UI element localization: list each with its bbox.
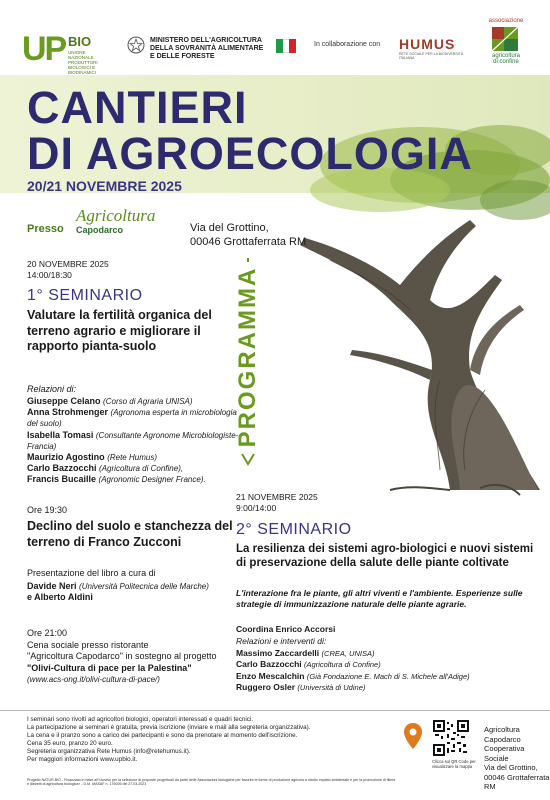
footer-line: Segreteria organizzativa Rete Humus (info@retehumus.it).	[27, 748, 191, 756]
footer-line: Cena 35 euro, pranzo 20 euro.	[27, 740, 113, 748]
adc-mark-icon	[486, 25, 526, 53]
ac-logo-main: Agricoltura	[76, 206, 156, 225]
seminar1-relazioni-label: Relazioni di:	[27, 384, 77, 394]
speaker-item	[236, 671, 536, 682]
speaker-item	[27, 396, 242, 407]
presenter-2: e Alberto Aldini	[27, 592, 93, 602]
address-line-2: 00046 Grottaferrata RM	[190, 236, 307, 248]
ministry-line-2: DELLA SOVRANITÀ ALIMENTARE	[150, 45, 264, 52]
speaker-role: (Agricoltura di Confine)	[304, 660, 381, 670]
footer-line: I seminari sono rivolti ad agricoltori biologici, operatori interessati e quadri tecnici.	[27, 716, 254, 723]
speaker-name: Carlo Bazzocchi	[236, 659, 302, 670]
dinner-url[interactable]: (www.acs-ong.it/olivi-cultura-di-pace/)	[27, 674, 160, 684]
speaker-item	[27, 430, 242, 452]
speaker-name: Anna Strohmenger	[27, 407, 109, 418]
programma-arrow-icon	[240, 452, 256, 471]
collaboration-label: In collaborazione con	[314, 41, 381, 48]
dinner-line-2: "Agricoltura Capodarco" in sostegno al progetto	[27, 651, 217, 662]
speaker-name: Carlo Bazzocchi	[27, 463, 97, 474]
speaker-name: Isabella Tomasi	[27, 429, 94, 440]
seminar1-time: 14:00/18:30	[27, 270, 72, 280]
footer-line: La partecipazione ai seminari è gratuita, previa iscrizione (inviare e mail alla segreteria organizzativa).	[27, 724, 311, 732]
speaker-role: (Consultante Agronome Microbiologiste- Francia)	[27, 430, 239, 451]
time-2100: Ore 21:00	[27, 628, 68, 638]
speaker-role: (Corso di Agraria UNISA)	[103, 397, 193, 406]
presso-label: Presso	[27, 223, 64, 235]
book-talk-title: Declino del suolo e stanchezza del terreno di Franco Zucconi	[27, 519, 233, 549]
logo-bio-subtitle: UNIONE NAZIONALE PRODUTTORI BIOLOGICI E BIODINAMICI	[68, 50, 98, 75]
humus-logo	[399, 36, 473, 60]
speaker-item	[27, 407, 242, 429]
seminar1-title: Valutare la fertilità organica del terreno agrario e migliorare il rapporto pianta-suolo	[27, 308, 212, 353]
footer-line: La cena e il pranzo sono a carico dei partecipanti e sono da prenotare al momento dell'iscrizione.	[27, 732, 298, 740]
main-title-line-2: DI AGROECOLOGIA	[27, 128, 473, 179]
italian-flag-icon	[276, 39, 296, 53]
map-pin-icon[interactable]	[403, 722, 423, 750]
presenter-role: (Università Politecnica delle Marche)	[79, 582, 209, 591]
venue-address	[190, 221, 306, 249]
agricoltura-di-confine-logo	[486, 18, 526, 72]
speaker-name: Maurizio Agostino	[27, 452, 105, 463]
coop-line-2: Cooperativa Sociale	[484, 744, 525, 763]
seminar2-datetime	[236, 492, 318, 514]
book-presentation-label: Presentazione del libro a cura di	[27, 568, 156, 578]
footer-divider	[0, 710, 550, 711]
seminar2-time: 9:00/14:00	[236, 503, 277, 513]
dinner-info	[27, 640, 267, 685]
speaker-name: Francis Bucaille	[27, 474, 97, 485]
ministry-line-3: E DELLE FORESTE	[150, 53, 215, 60]
speaker-name: Giuseppe Celano	[27, 396, 101, 406]
speaker-item	[27, 474, 242, 485]
adc-line-1: associazione	[488, 18, 524, 24]
address-line-1: Via del Grottino,	[190, 222, 269, 234]
seminar2-relazioni-label: Relazioni e interventi di:	[236, 636, 327, 646]
speaker-role: (Agricoltura di Confine),	[99, 464, 184, 474]
speaker-role: (Agronomic Designer France).	[98, 475, 206, 485]
seminar2-coordination: Coordina Enrico Accorsi	[236, 624, 336, 634]
speaker-role: (Già Fondazione E. Mach di S. Michele all'Adige)	[306, 671, 470, 681]
programma-text: PROGRAMMA	[234, 266, 261, 448]
speaker-name: Massimo Zaccardelli	[236, 648, 320, 658]
speaker-role: (Università di Udine)	[297, 682, 366, 692]
speaker-item	[236, 648, 536, 659]
speaker-item	[236, 659, 536, 670]
coop-line-4: 00046 Grottaferrata RM	[484, 772, 550, 791]
seminar2-intro: L'interazione fra le piante, gli altri viventi e l'ambiente. Esperienze sulle strategie di immunizzazione naturale delle piante agrarie.	[236, 588, 523, 609]
qr-caption: Clicca sul QR Code per visualizzare la mappa	[432, 759, 476, 769]
qr-code-icon[interactable]	[433, 720, 469, 756]
agricoltura-capodarco-logo	[76, 207, 188, 247]
event-dates: 20/21 NOVEMBRE 2025	[27, 178, 182, 194]
coop-line-3: Via del Grottino,	[484, 763, 538, 772]
cooperative-info	[484, 725, 550, 792]
seminar1-datetime	[27, 259, 109, 281]
adc-line-2: agricoltura	[491, 53, 520, 59]
logo-up-text: UP	[22, 30, 66, 68]
ministry-emblem-icon	[127, 36, 145, 54]
seminar2-heading: 2° SEMINARIO	[236, 521, 352, 538]
seminar2-title: La resilienza dei sistemi agro-biologici e nuovi sistemi di preservazione della salute delle piante coltivate	[236, 543, 534, 569]
speaker-item	[27, 452, 242, 463]
ministry-line-1: MINISTERO DELL'AGRICOLTURA	[150, 37, 262, 44]
upbio-logo	[22, 30, 114, 75]
speaker-role: (CREA, UNISA)	[321, 649, 375, 658]
humus-logo-text: HUMUS	[399, 36, 456, 52]
footer-info	[27, 716, 397, 765]
speaker-role: (Rete Humus)	[107, 453, 157, 463]
humus-logo-subtitle: RETE SOCIALE PER LA BIODIVERSITÀ ITALIANA	[399, 52, 464, 60]
ministry-name	[150, 37, 275, 61]
book-presenters	[27, 581, 257, 603]
logo-bio-text: BIO	[68, 34, 92, 49]
speaker-item	[236, 682, 536, 693]
time-1930: Ore 19:30	[27, 505, 68, 515]
adc-line-3: di confine	[493, 59, 519, 65]
seminar1-speaker-list	[27, 396, 242, 486]
speaker-name: Enzo Mescalchin	[236, 670, 305, 681]
speaker-item	[27, 463, 242, 474]
speaker-name: Ruggero Osler	[236, 681, 296, 692]
footer-line: Per maggiori informazioni www.upbio.it.	[27, 756, 138, 764]
ac-logo-sub: Capodarco	[76, 225, 124, 235]
coop-line-1: Agricoltura Capodarco	[484, 725, 521, 744]
seminar1-heading: 1° SEMINARIO	[27, 287, 143, 304]
main-title-line-1: CANTIERI	[27, 82, 248, 133]
dinner-line-1: Cena sociale presso ristorante	[27, 640, 149, 650]
presenter-name: Davide Neri	[27, 581, 77, 591]
seminar2-date: 21 NOVEMBRE 2025	[236, 492, 318, 502]
dinner-line-3: "Olivi-Cultura di pace per la Palestina"	[27, 662, 192, 673]
seminar2-speaker-list	[236, 648, 536, 693]
seminar1-date: 20 NOVEMBRE 2025	[27, 259, 109, 269]
speaker-role: (Agronoma esperta in microbiologia del suolo)	[27, 408, 237, 429]
footer-funding-note: Progetto NATUR.BIO - Finanziato in base all'«Avviso per la selezione di proposte progettuali da parte delle Associazioni biologiche per favorire le forme di produzione agricola a ridotto impatto ambientale e per la promozione di filiere e distretti di agricoltura biologica» - D.M. MASAF n. 176926 del 27.03.2023	[27, 778, 396, 787]
